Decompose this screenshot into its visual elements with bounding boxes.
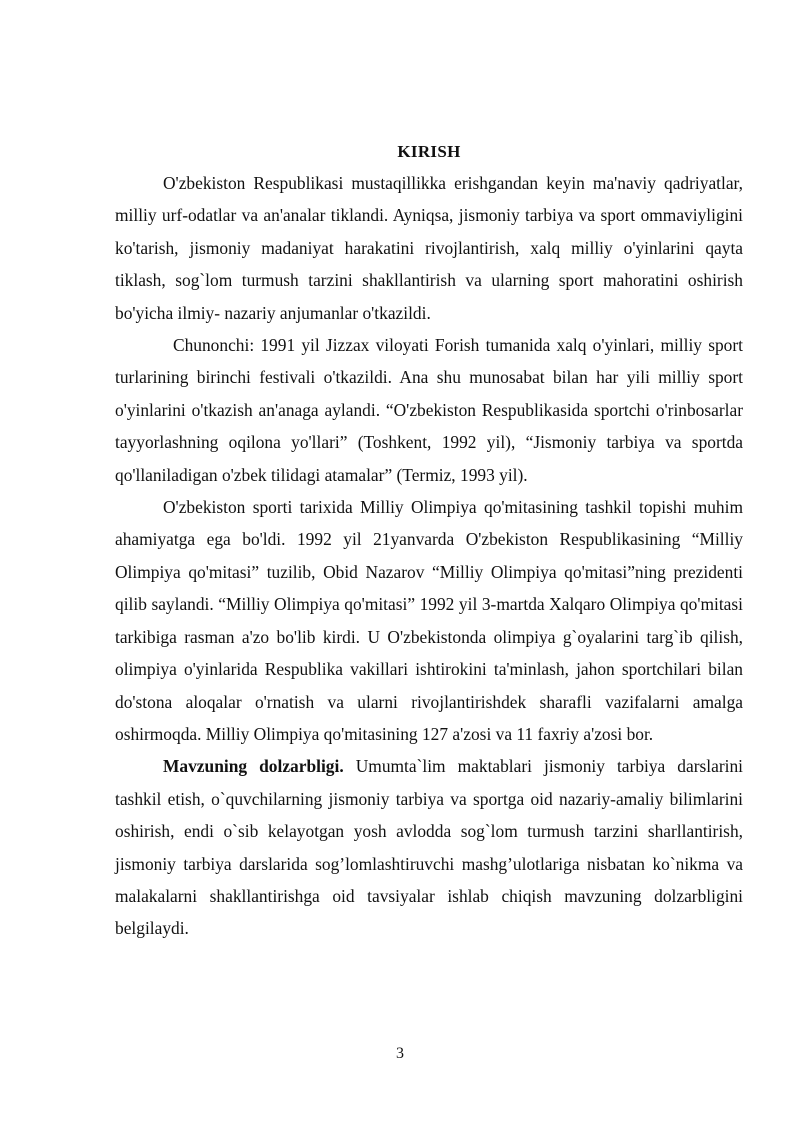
- document-body: [115, 140, 743, 945]
- page-number: 3: [396, 1045, 404, 1062]
- paragraph-olympic-committee: O'zbekiston sporti tarixida Milliy Olimpiya qo'mitasining tashkil topishi muhim ahamiyatga ega bo'ldi. 1992 yil 21yanvarda O'zbekiston Respublikasining “Milliy Olimpiya qo'mitasi” tuzilib, Obid Nazarov “Milliy Olimpiya qo'mitasi”ning prezidenti qilib saylandi. “Milliy Olimpiya qo'mitasi” 1992 yil 3-martda Xalqaro Olimpiya qo'mitasi tarkibiga rasman a'zo bo'lib kirdi. U O'zbekistonda olimpiya g`oyalarini targ`ib qilish, olimpiya o'yinlarida Respublika vakillari ishtirokini ta'minlash, jahon sportchilari bilan do'stona aloqalar o'rnatish va ularni rivojlantirishdek sharafli vazifalarni amalga oshirmoqda. Milliy Olimpiya qo'mitasining 127 a'zosi va 11 faxriy a'zosi bor.: [115, 497, 743, 744]
- paragraph-festivals: Chunonchi: 1991 yil Jizzax viloyati Forish tumanida xalq o'yinlari, milliy sport turlarining birinchi festivali o'tkazildi. Ana shu munosabat bilan har yili milliy sport o'yinlarini o'tkazish an'anaga aylandi. “O'zbekiston Respublikasida sportchi o'rinbosarlar tayyorlashning oqilona yo'llari” (Toshkent, 1992 yil), “Jismoniy tarbiya va sportda qo'llaniladigan o'zbek tilidagi atamalar” (Termiz, 1993 yil).: [115, 335, 743, 485]
- relevance-text: Umumta`lim maktablari jismoniy tarbiya darslarini tashkil etish, o`quvchilarning jismoniy tarbiya va sportga oid nazariy-amaliy bilimlarini oshirish, endi o`sib kelayotgan yosh avlodda sog`lom turmush tarzini sharllantirish, jismoniy tarbiya darslarida sog’lomlashtiruvchi mashg’ulotlariga nisbatan ko`nikma va malakalarni shakllantirishga oid tavsiyalar ishlab chiqish mavzuning dolzarbligini belgilaydi.: [115, 756, 743, 939]
- relevance-heading: Mavzuning dolzarbligi.: [163, 756, 344, 777]
- page-title: KIRISH: [397, 142, 461, 161]
- paragraph-independence: O'zbekiston Respublikasi mustaqillikka erishgandan keyin ma'naviy qadriyatlar, milliy urf-odatlar va an'analar tiklandi. Ayniqsa, jismoniy tarbiya va sport ommaviyligini ko'tarish, jismoniy madaniyat harakatini rivojlantirish, xalq milliy o'yinlarini qayta tiklash, sog`lom turmush tarzini shakllantirish va ularning sport mahoratini oshirish bo'yicha ilmiy- nazariy anjumanlar o'tkazildi.: [115, 173, 743, 323]
- paragraph-relevance: [115, 750, 743, 944]
